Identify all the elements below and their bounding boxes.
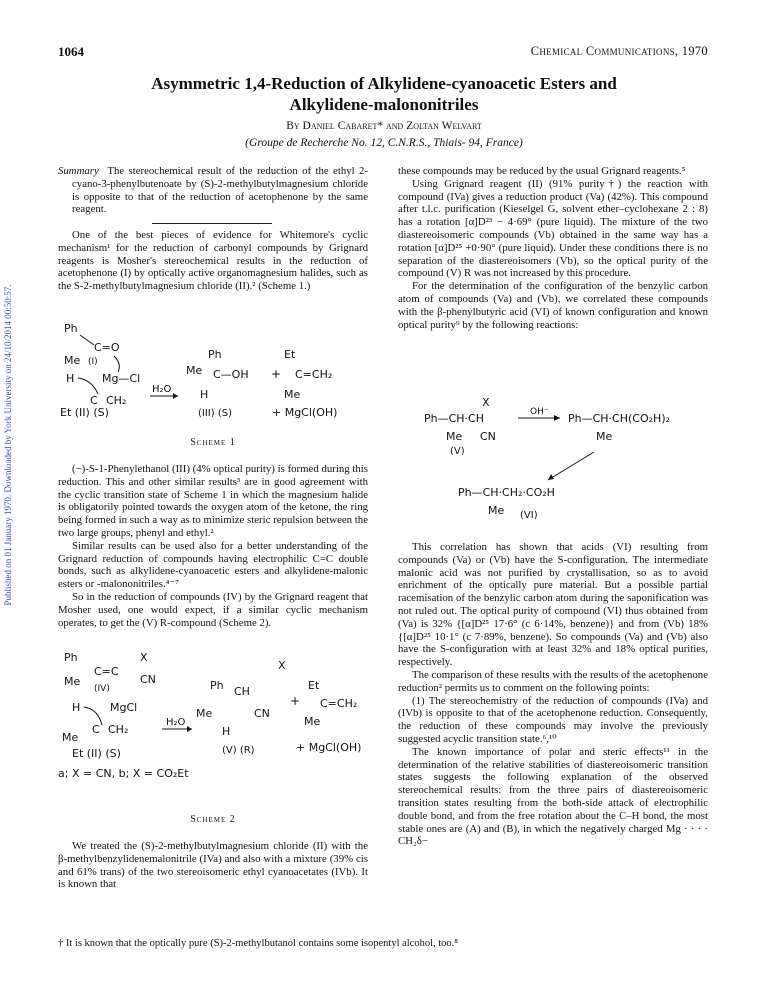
s2-v: (V) (R) xyxy=(222,745,255,756)
summary-label: Summary xyxy=(58,165,99,177)
s1-et-ii: Et (II) (S) xyxy=(60,406,109,419)
summary-text: The stereochemical result of the reduction of the ethyl 2-cyano-3-phenylbutenoate by (S)-2-methylbutylmagnesium chloride is opposite to that of the reduction of acetophenone by the same reagent. xyxy=(72,165,368,216)
left-intro xyxy=(58,229,368,293)
s3-me: Me xyxy=(446,430,463,443)
s1-et: Et xyxy=(284,348,296,361)
s1-me3: Me xyxy=(284,388,301,401)
left-paragraph-5: We treated the (S)-2-methylbutylmagnesium chloride (II) with the β-methylbenzylidenemalonitrile (IVa) and also with a mixture (39% cis and 61% trans) of the two stereoisomeric ethyl cyanoacetates (IVb). It is known that xyxy=(58,840,368,891)
sidebar-note-text: Published on 01 January 1970. Downloaded by York University on 24/10/2014 00:50:57. xyxy=(3,284,13,606)
right-paragraph-4: This correlation has shown that acids (VI) resulting from compounds (Va) or (Vb) have the S-configuration. The intermediate malonic acid was not purified by crystallisation, so as to avoid enrichment of the optically pure material. But a possible partial racemisation of the benzylic carbon atom during the saponification was not ruled out. The optical purity of compound (VI) thus obtained from (Va) is 32% {[α]D²⁵ 17·6° (c 6·14%, benzene)} and from (Vb) 18% {[α]D²⁵ 10·1° (c 7·89%, benzene). So compounds (Va) and (Vb) also have the S-configuration with at least 32% and 18% optical purities, respectively. xyxy=(398,541,708,669)
s2-h: H xyxy=(72,701,81,714)
s3-x: X xyxy=(482,396,490,409)
s1-me: Me xyxy=(64,354,81,367)
left-paragraph-2: (−)-S-1-Phenylethanol (III) (4% optical purity) is formed during this reduction. This and other similar results³ are in good agreement with the cyclic transition state of Scheme 1 in which the magnesium halide is obligatorily pointed towards the oxygen atom of the ketone, the ring being formed in such a way as to minimize steric repulsion between the two large groups, phenyl and ethyl.² xyxy=(58,463,368,539)
scheme-1-label: Scheme 1 xyxy=(190,437,236,448)
s3-cn: CN xyxy=(480,430,496,443)
s2-x: X xyxy=(140,651,148,664)
title-line-1: Asymmetric 1,4-Reduction of Alkylidene-cyanoacetic Esters and xyxy=(151,74,617,93)
scheme-2-structure xyxy=(58,645,368,805)
s3-acid: Ph—CH·CH₂·CO₂H xyxy=(458,486,555,499)
s1-ceqo: C=O xyxy=(94,341,120,354)
s1-mgcl: Mg—Cl xyxy=(102,372,141,385)
s3-me3: Me xyxy=(488,504,505,517)
summary-paragraph xyxy=(58,165,368,216)
s2-me3: Me xyxy=(196,707,213,720)
s2-x2: X xyxy=(278,659,286,672)
s2-et: Et xyxy=(308,679,320,692)
s2-cec: C=C xyxy=(94,665,119,678)
scheme-2-label: Scheme 2 xyxy=(190,814,236,825)
s1-ph: Ph xyxy=(64,322,78,335)
s1-iii: (III) (S) xyxy=(198,408,232,419)
s1-me2: Me xyxy=(186,364,203,377)
s2-iv: (IV) xyxy=(94,684,110,694)
s2-ch2: CH₂ xyxy=(108,723,129,736)
s1-h2: H xyxy=(200,388,209,401)
s2-mgcloh: + MgCl(OH) xyxy=(296,741,362,754)
s3-vi: (VI) xyxy=(520,510,538,521)
authors: By Daniel Cabaret* and Zoltan Welvart xyxy=(286,120,482,132)
s2-cn2: CN xyxy=(254,707,270,720)
download-sidebar-note xyxy=(0,230,18,660)
s2-ph: Ph xyxy=(64,651,78,664)
s2-cn: CN xyxy=(140,673,156,686)
s3-me2: Me xyxy=(596,430,613,443)
right-paragraph-3: For the determination of the configuration of the benzylic carbon atom of compounds (Va) and (Vb), we correlated these compounds with the β-phenylbutyric acid (VI) of known configuration and known optical purity⁹ by the following reactions: xyxy=(398,280,708,331)
footnote: † It is known that the optically pure (S)-2-methylbutanol contains some isopentyl alcohol, too.⁸ xyxy=(58,938,458,949)
scheme-1-structure xyxy=(58,318,368,436)
s3-oh: OH⁻ xyxy=(530,407,549,417)
s2-cch2: C=CH₂ xyxy=(320,697,358,710)
left-paragraph-3: Similar results can be used also for a better understanding of the Grignard reduction of compounds having electrophilic C=C double bonds, such as alkylidene-cyanoacetic esters and alkylidene-malonic esters or -malononitriles.⁴⁻⁷ xyxy=(58,539,368,591)
s2-h2o: H₂O xyxy=(166,717,186,728)
s3-v: (V) xyxy=(450,446,465,457)
title-line-2: Alkylidene-malononitriles xyxy=(289,95,479,114)
s2-legend: a; X = CN, b; X = CO₂Et xyxy=(58,767,189,780)
right-paragraph-2: Using Grignard reagent (II) (91% purity†) the reaction with compound (IVa) gives a reduction product (Va) (42%). This compound after t.l.c. purification (Kieselgel G, solvent ether–cyclohexane 2 : 8) has a rotation [α]D²³ − 4·69° (pure liquid). The mixture of the two diastereoisomeric compounds (Vb) obtained in the same way has a rotation [α]D²⁵ +0·90° (pure liquid). Under these conditions there is no separation of the diastereoisomers (Vb), so the optical purity of the compound (V) R was not increased by this procedure. xyxy=(398,177,708,280)
summary-divider xyxy=(152,223,272,224)
left-column-top xyxy=(58,165,368,216)
affiliation: (Groupe de Recherche No. 12, C.N.R.S., Thiais- 94, France) xyxy=(245,137,523,149)
right-paragraph-6: (1) The stereochemistry of the reduction of compounds (IVa) and (IVb) is opposite to that of the acetophenone reduction. Consequently, the reduction of these compounds may involve the previously suggested acyclic transition state.⁶,¹⁰ xyxy=(398,694,708,745)
s1-ch2: CH₂ xyxy=(106,394,127,407)
left-middle xyxy=(58,463,368,629)
s2-h2: H xyxy=(222,725,231,738)
right-paragraph-7: The known importance of polar and steric effects¹¹ in the determination of the relative stabilities of diastereoisomeric transition states suggests the following explanation of the observed stereochemical results: from the three pairs of diastereoisomeric transition states resulting from the both-side attack of electrophilic double bond, and from the free rotation about the C–H bond, the most stable ones are (A) and (B), in which the negatively charged Mg · · · · CH₂δ− xyxy=(398,745,708,848)
s1-h: H xyxy=(66,372,75,385)
s2-et-ii: Et (II) (S) xyxy=(72,747,121,760)
s2-ph2: Ph xyxy=(210,679,224,692)
article-title xyxy=(60,73,708,115)
s3-ph-ch-ch: Ph—CH·CH xyxy=(424,412,485,425)
s2-c: C xyxy=(92,723,100,736)
left-paragraph-1: One of the best pieces of evidence for Whitemore's cyclic mechanism¹ for the reduction of carbonyl compounds by Grignard reagents is Mosher's stereochemical results in the reduction of acetophenone (I) by optically active organomagnesium halides, such as the S-2-methylbutylmagnesium chloride (II).² (Scheme 1.) xyxy=(58,229,368,293)
s1-i: (I) xyxy=(88,357,98,367)
page-number: 1064 xyxy=(58,44,84,59)
s1-plus: + xyxy=(271,367,282,381)
s1-mgcloh: + MgCl(OH) xyxy=(272,406,338,419)
s1-cch2: C=CH₂ xyxy=(295,368,333,381)
s1-h2o: H₂O xyxy=(152,384,172,395)
s2-me2: Me xyxy=(62,731,79,744)
right-paragraph-5: The comparison of these results with the results of the acetophenone reduction² permits us to comment on the following points: xyxy=(398,668,708,694)
right-column-top xyxy=(398,165,708,331)
left-paragraph-4: So in the reduction of compounds (IV) by the Grignard reagent that Mosher used, one would expect, if a similar cyclic mechanism operates, to get the (V) R-compound (Scheme 2). xyxy=(58,590,368,629)
scheme-3-correlation xyxy=(398,392,708,524)
s2-me: Me xyxy=(64,675,81,688)
s1-ph2: Ph xyxy=(208,348,222,361)
journal-name: Chemical Communications, 1970 xyxy=(530,44,708,58)
s1-c: C xyxy=(90,394,98,407)
s3-product: Ph—CH·CH(CO₂H)₂ xyxy=(568,412,671,425)
s2-ch: CH xyxy=(234,685,250,698)
s2-plus: + xyxy=(290,694,301,708)
s1-coh: C—OH xyxy=(213,368,249,381)
left-bottom xyxy=(58,840,368,891)
s2-mgcl: MgCl xyxy=(110,701,138,714)
right-paragraph-1: these compounds may be reduced by the usual Grignard reagents.⁵ xyxy=(398,165,686,177)
right-column-bottom xyxy=(398,541,708,848)
s2-me4: Me xyxy=(304,715,321,728)
